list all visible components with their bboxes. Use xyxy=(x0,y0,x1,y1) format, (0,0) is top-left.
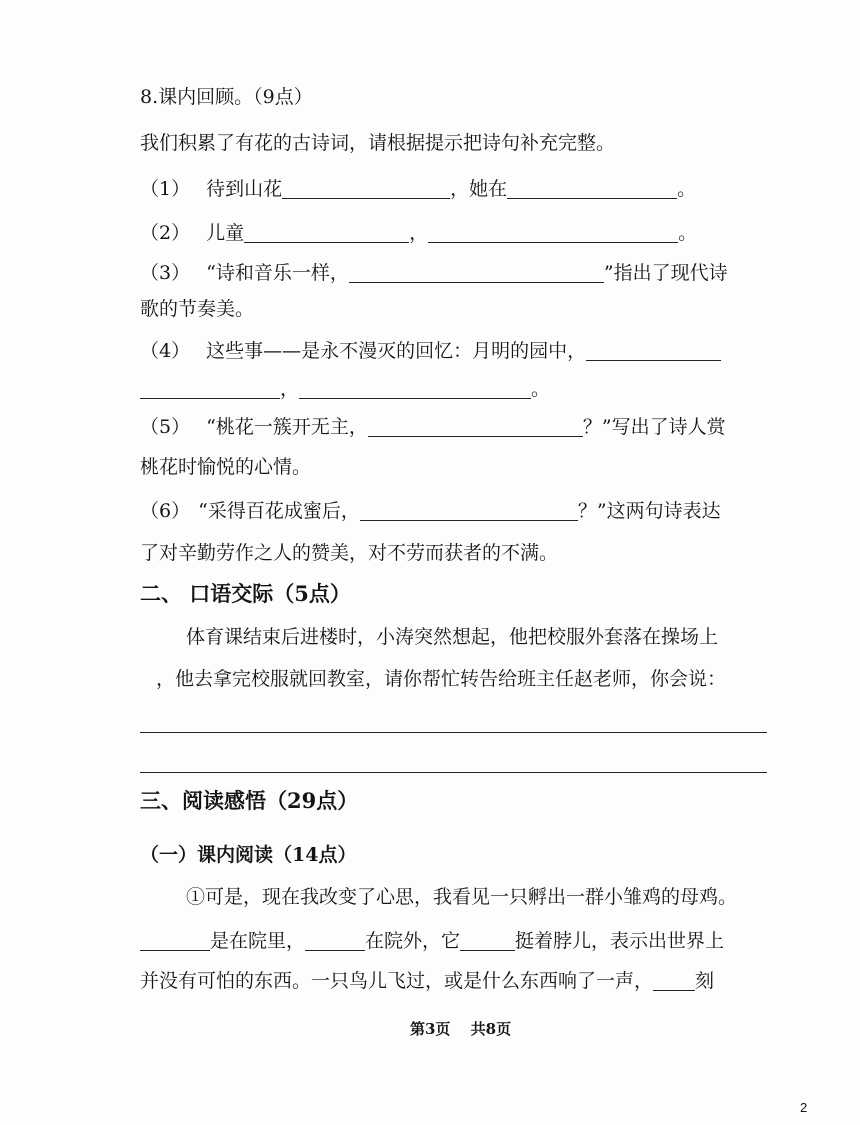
item-text: “采得百花成蜜后， xyxy=(198,500,360,522)
q8-heading: 8.课内回顾。（9点） xyxy=(140,86,313,108)
q8-item-5 xyxy=(140,418,726,437)
q8-item-5-cont: 桃花时愉悦的心情。 xyxy=(140,456,312,478)
fill-blank[interactable] xyxy=(140,932,210,951)
item-number: （6） xyxy=(140,500,191,522)
item-text: ”指出了现代诗 xyxy=(603,262,728,284)
fill-blank[interactable] xyxy=(140,380,280,399)
item-text: 。 xyxy=(677,178,697,200)
fill-blank[interactable] xyxy=(244,224,409,243)
item-text: 这些事——是永不漫灭的回忆：月明的园中， xyxy=(206,340,587,362)
reading-sub-heading: （一）课内阅读（14点） xyxy=(140,844,357,866)
reading-text: 并没有可怕的东西。一只鸟儿飞过，或是什么东西响了一声， xyxy=(140,970,654,992)
fill-blank[interactable] xyxy=(282,180,450,199)
item-text: “诗和音乐一样， xyxy=(206,262,349,284)
reading-text: 是在院里， xyxy=(210,930,306,952)
q8-item-3-cont: 歌的节奏美。 xyxy=(140,298,255,320)
fill-blank[interactable] xyxy=(305,932,365,951)
reading-text: 刻 xyxy=(695,970,715,992)
reading-paragraph-line1: ①可是，现在我改变了心思，我看见一只孵出一群小雏鸡的母鸡。 xyxy=(186,886,738,908)
page-number: 2 xyxy=(800,1100,808,1115)
item-text: 儿童 xyxy=(206,222,245,244)
item-number: （3） xyxy=(140,262,191,284)
item-number: （4） xyxy=(140,340,191,362)
item-text: ？”写出了诗人赏 xyxy=(582,416,726,438)
fill-blank[interactable] xyxy=(299,380,531,399)
reading-heading: 三、阅读感悟（29点） xyxy=(140,788,359,813)
item-text: ？”这两句诗表达 xyxy=(577,500,721,522)
fill-blank[interactable] xyxy=(368,418,583,437)
q8-item-6 xyxy=(140,502,721,521)
q8-intro: 我们积累了有花的古诗词，请根据提示把诗句补充完整。 xyxy=(140,132,616,154)
fill-blank[interactable] xyxy=(653,972,695,991)
oral-heading: 二、 口语交际（5点） xyxy=(140,581,351,606)
oral-paragraph-line1: 体育课结束后进楼时，小涛突然想起，他把校服外套落在操场上 xyxy=(186,626,719,648)
reading-text: 挺着脖儿，表示出世界上 xyxy=(515,930,725,952)
fill-blank[interactable] xyxy=(360,502,578,521)
reading-paragraph-line2 xyxy=(140,932,724,951)
fill-blank[interactable] xyxy=(586,342,721,361)
item-text: ， xyxy=(280,378,300,400)
item-number: （1） xyxy=(140,178,191,200)
item-text: ，她在 xyxy=(450,178,508,200)
reading-text: 在院外，它 xyxy=(365,930,461,952)
q8-item-2 xyxy=(140,224,697,243)
q8-item-6-cont: 了对辛勤劳作之人的赞美，对不劳而获者的不满。 xyxy=(140,542,559,564)
item-text: 。 xyxy=(531,378,551,400)
item-text: “桃花一簇开无主， xyxy=(206,416,368,438)
item-number: （2） xyxy=(140,222,191,244)
item-number: （5） xyxy=(140,416,191,438)
q8-item-4-cont xyxy=(140,380,550,399)
fill-blank[interactable] xyxy=(428,224,678,243)
fill-blank[interactable] xyxy=(460,932,515,951)
item-text: 待到山花 xyxy=(206,178,283,200)
q8-item-4 xyxy=(140,342,721,361)
q8-item-3 xyxy=(140,264,728,283)
fill-blank[interactable] xyxy=(507,180,677,199)
fill-blank[interactable] xyxy=(349,264,604,283)
page-footer: 第3页 共8页 xyxy=(410,1020,512,1038)
answer-line[interactable] xyxy=(140,732,767,733)
oral-paragraph-line2: ，他去拿完校服就回教室，请你帮忙转告给班主任赵老师，你会说： xyxy=(156,668,727,690)
answer-line[interactable] xyxy=(140,772,767,773)
reading-paragraph-line3 xyxy=(140,972,714,991)
item-text: 。 xyxy=(678,222,698,244)
item-text: ， xyxy=(409,222,429,244)
q8-item-1 xyxy=(140,180,696,199)
